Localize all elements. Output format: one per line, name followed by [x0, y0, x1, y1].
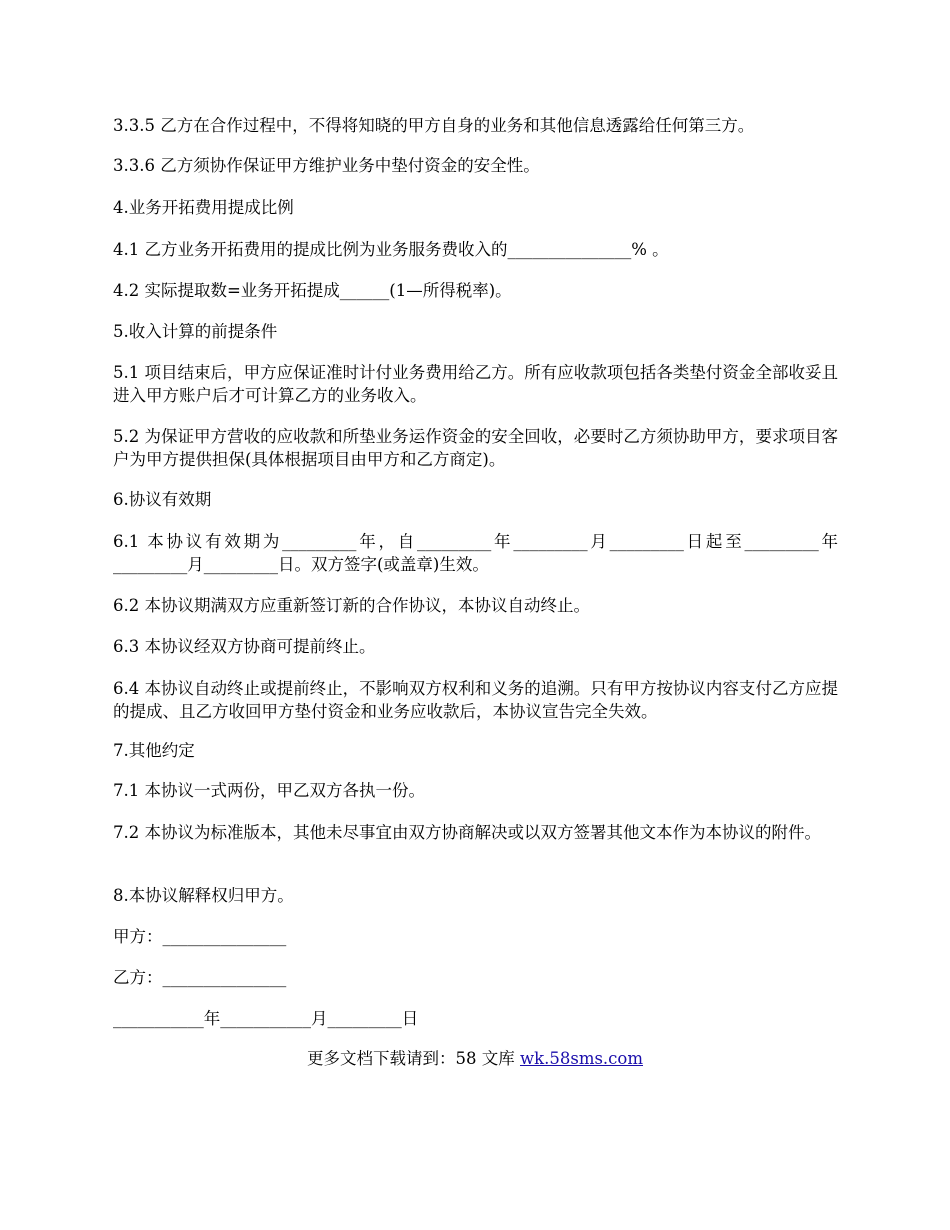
section-7-heading: 7.其他约定 — [113, 741, 195, 760]
party-a-signature-line: 甲方：_______________ — [113, 927, 287, 946]
clause-4-1: 4.1 乙方业务开拓费用的提成比例为业务服务费收入的_______________% 。 — [113, 240, 669, 259]
clause-5-2: 5.2 为保证甲方营收的应收款和所垫业务运作资金的安全回收，必要时乙方须协助甲方，要求项目客户为甲方提供担保(具体根据项目由甲方和乙方商定)。 — [113, 427, 838, 469]
section-6-heading: 6.协议有效期 — [113, 490, 212, 509]
section-5-heading: 5.收入计算的前提条件 — [113, 322, 278, 341]
party-b-signature-line: 乙方：_______________ — [113, 968, 287, 987]
footer-text: 更多文档下载请到：58 文库 — [306, 1049, 520, 1068]
clause-7-1: 7.1 本协议一式两份，甲乙双方各执一份。 — [113, 781, 425, 800]
clause-6-2: 6.2 本协议期满双方应重新签订新的合作协议，本协议自动终止。 — [113, 596, 590, 615]
clause-6-3: 6.3 本协议经双方协商可提前终止。 — [113, 637, 376, 656]
clause-4-2: 4.2 实际提取数=业务开拓提成______(1—所得税率)。 — [113, 281, 512, 300]
signing-date-line: ___________年___________月_________日 — [113, 1009, 419, 1028]
clause-6-4: 6.4 本协议自动终止或提前终止，不影响双方权利和义务的追溯。只有甲方按协议内容支付乙方应提的提成、且乙方收回甲方垫付资金和业务应收款后，本协议宣告完全失效。 — [113, 679, 838, 721]
clause-8: 8.本协议解释权归甲方。 — [113, 886, 294, 905]
footer — [0, 1047, 950, 1070]
footer-link[interactable]: wk.58sms.com — [519, 1049, 643, 1068]
section-4-heading: 4.业务开拓费用提成比例 — [113, 198, 294, 217]
clause-3-3-5: 3.3.5 乙方在合作过程中，不得将知晓的甲方自身的业务和其他信息透露给任何第三方。 — [113, 116, 755, 135]
clause-3-3-6: 3.3.6 乙方须协作保证甲方维护业务中垫付资金的安全性。 — [113, 156, 540, 175]
clause-6-1: 6.1 本协议有效期为_________年，自_________年_________月_________日起至_________年_________月_________日。双方签字(或盖章)生效。 — [113, 532, 838, 574]
clause-7-2: 7.2 本协议为标准版本，其他未尽事宜由双方协商解决或以双方签署其他文本作为本协议的附件。 — [113, 823, 821, 842]
clause-5-1: 5.1 项目结束后，甲方应保证准时计付业务费用给乙方。所有应收款项包括各类垫付资金全部收妥且进入甲方账户后才可计算乙方的业务收入。 — [113, 363, 838, 405]
